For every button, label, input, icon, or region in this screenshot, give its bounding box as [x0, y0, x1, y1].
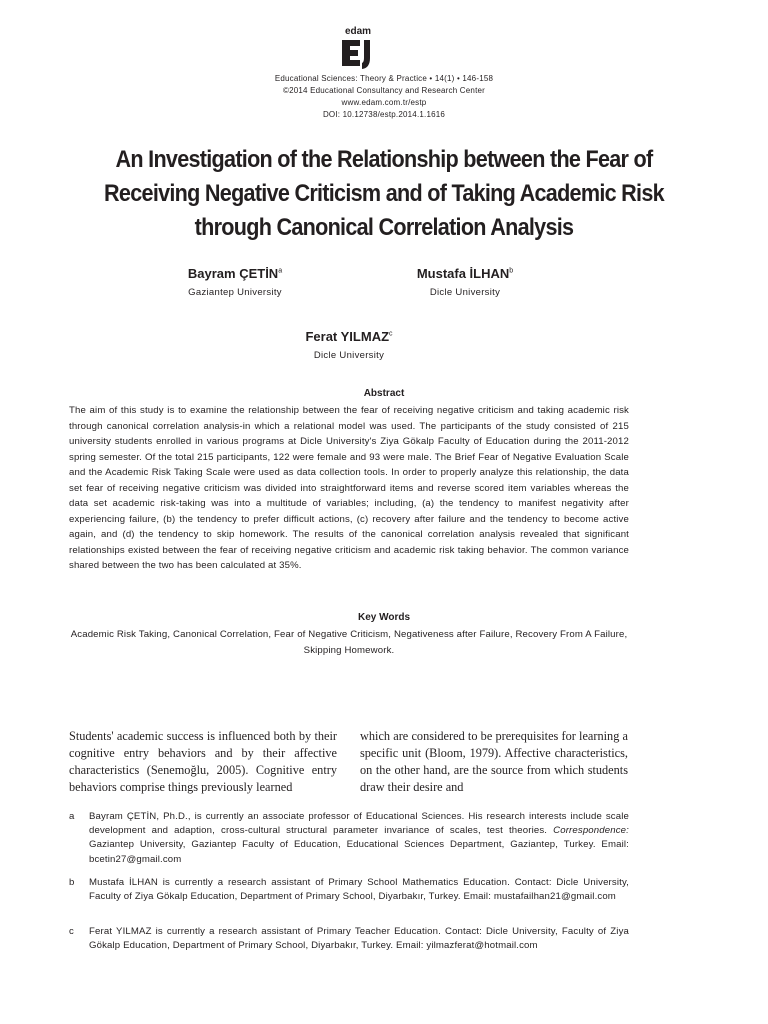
edam-logo-icon [340, 38, 376, 70]
footnote-mark: a [69, 811, 75, 822]
body-column-right: which are considered to be prerequisites for learning a specific unit (Bloom, 1979). Affective characteristics, on the other hand, are the source from which students draw their desire and [360, 729, 628, 794]
footnote-text: Bayram ÇETİN, Ph.D., is currently an associate professor of Educational Sciences. His research interests include scale development and adaption, cross-cultural structural parameter invariance of scales, test theories. Correspondence: Gaziantep University, Gaziantep Faculty of Education, Educational Sciences Department, Gaziantep, Turkey. Email: bcetin27@gmail.com [89, 811, 629, 865]
author-3 [254, 329, 444, 361]
journal-doi: DOI: 10.12738/estp.2014.1.1616 [322, 110, 446, 119]
body-column-left: Students' academic success is influenced both by their cognitive entry behaviors and by their affective characteristics (Senemoğlu, 2005). Cognitive entry behaviors comprise things previously learned [69, 729, 337, 794]
author-affiliation: Gaziantep University [188, 287, 282, 298]
author-name: Ferat YILMAZ$^c$ [305, 329, 393, 344]
paper-title: An Investigation of the Relationship between the Fear of Receiving Negative Criticism and of Taking Academic Risk through Canonical Correlation Analysis [104, 146, 664, 241]
journal-copyright: ©2014 Educational Consultancy and Research Center [282, 86, 486, 95]
footnote-author-name: Bayram ÇETİN [89, 811, 157, 822]
author-sup: b [509, 267, 514, 275]
footnote-mark: c [69, 926, 74, 937]
author-affiliation: Dicle University [429, 287, 501, 298]
author-affiliation: Dicle University [313, 350, 385, 361]
author-1 [140, 266, 330, 298]
journal-info [0, 73, 768, 121]
abstract-text: The aim of this study is to examine the relationship between the fear of receiving negative criticism and taking academic risk through canonical correlation analysis-in which a relational model was used. The participants of the study consisted of 215 university students enrolled in various programs at Dicle University's Ziya Gökalp Faculty of Education during the 2011-2012 spring semester. Of the total 215 participants, 122 were female and 93 were male. The Brief Fear of Negative Evaluation Scale and the Academic Risk Taking Scale were used as data collection tools. In order to properly analyze this relationship, the data set fear of receiving negative criticism was divided into straightforward items and reverse scored item variables whereas the data set academic risk-taking was into a multitude of variables; including, (a) the tendency to manifest negativity after experiencing failure, (b) the tendency to prefer difficult actions, (c) recovery after failure and the tendency to become active again, and (d) the tendency to skip homework. The results of the canonical correlation analysis revealed that significant relationships existed between the fear of receiving negative criticism and academic risk taking behavior. The common variance shared between the two has been calculated at 35%. [69, 405, 629, 571]
journal-citation: Educational Sciences: Theory & Practice • 14(1) • 146-158 [274, 74, 494, 83]
edam-logo [340, 26, 376, 70]
footnote-text: Ferat YILMAZ is currently a research assistant of Primary Teacher Education. Contact: Dicle University, Faculty of Ziya Gökalp Education, Department of Primary School, Diyarbakır, Turkey. Email: yilmazferat@hotmail.com [89, 926, 629, 952]
footnote-b [69, 876, 629, 904]
footnote-mark: b [69, 877, 75, 888]
author-sup: c [389, 330, 393, 338]
author-sup: a [278, 267, 283, 275]
keywords-heading: Key Words [357, 612, 411, 623]
footnote-text: Mustafa İLHAN is currently a research assistant of Primary School Mathematics Education. Contact: Dicle University, Faculty of Ziya Gökalp Education, Department of Primary School, Diyarbakır, Turkey. Email: mustafailhan21@gmail.com [89, 877, 629, 903]
journal-url: www.edam.com.tr/estp [341, 98, 427, 107]
author-name: Bayram ÇETİN$^a$ [187, 266, 283, 281]
author-2 [370, 266, 560, 298]
abstract-heading: Abstract [363, 388, 405, 399]
author-name: Mustafa İLHAN$^b$ [416, 266, 514, 281]
footnote-a [69, 810, 629, 867]
correspondence-label: Correspondence: [553, 825, 629, 837]
logo-text: edam [344, 26, 372, 37]
keywords-text: Academic Risk Taking, Canonical Correlation, Fear of Negative Criticism, Negativeness after Failure, Recovery From A Failure, Skipping Homework. [70, 629, 628, 656]
footnote-c [69, 925, 629, 953]
